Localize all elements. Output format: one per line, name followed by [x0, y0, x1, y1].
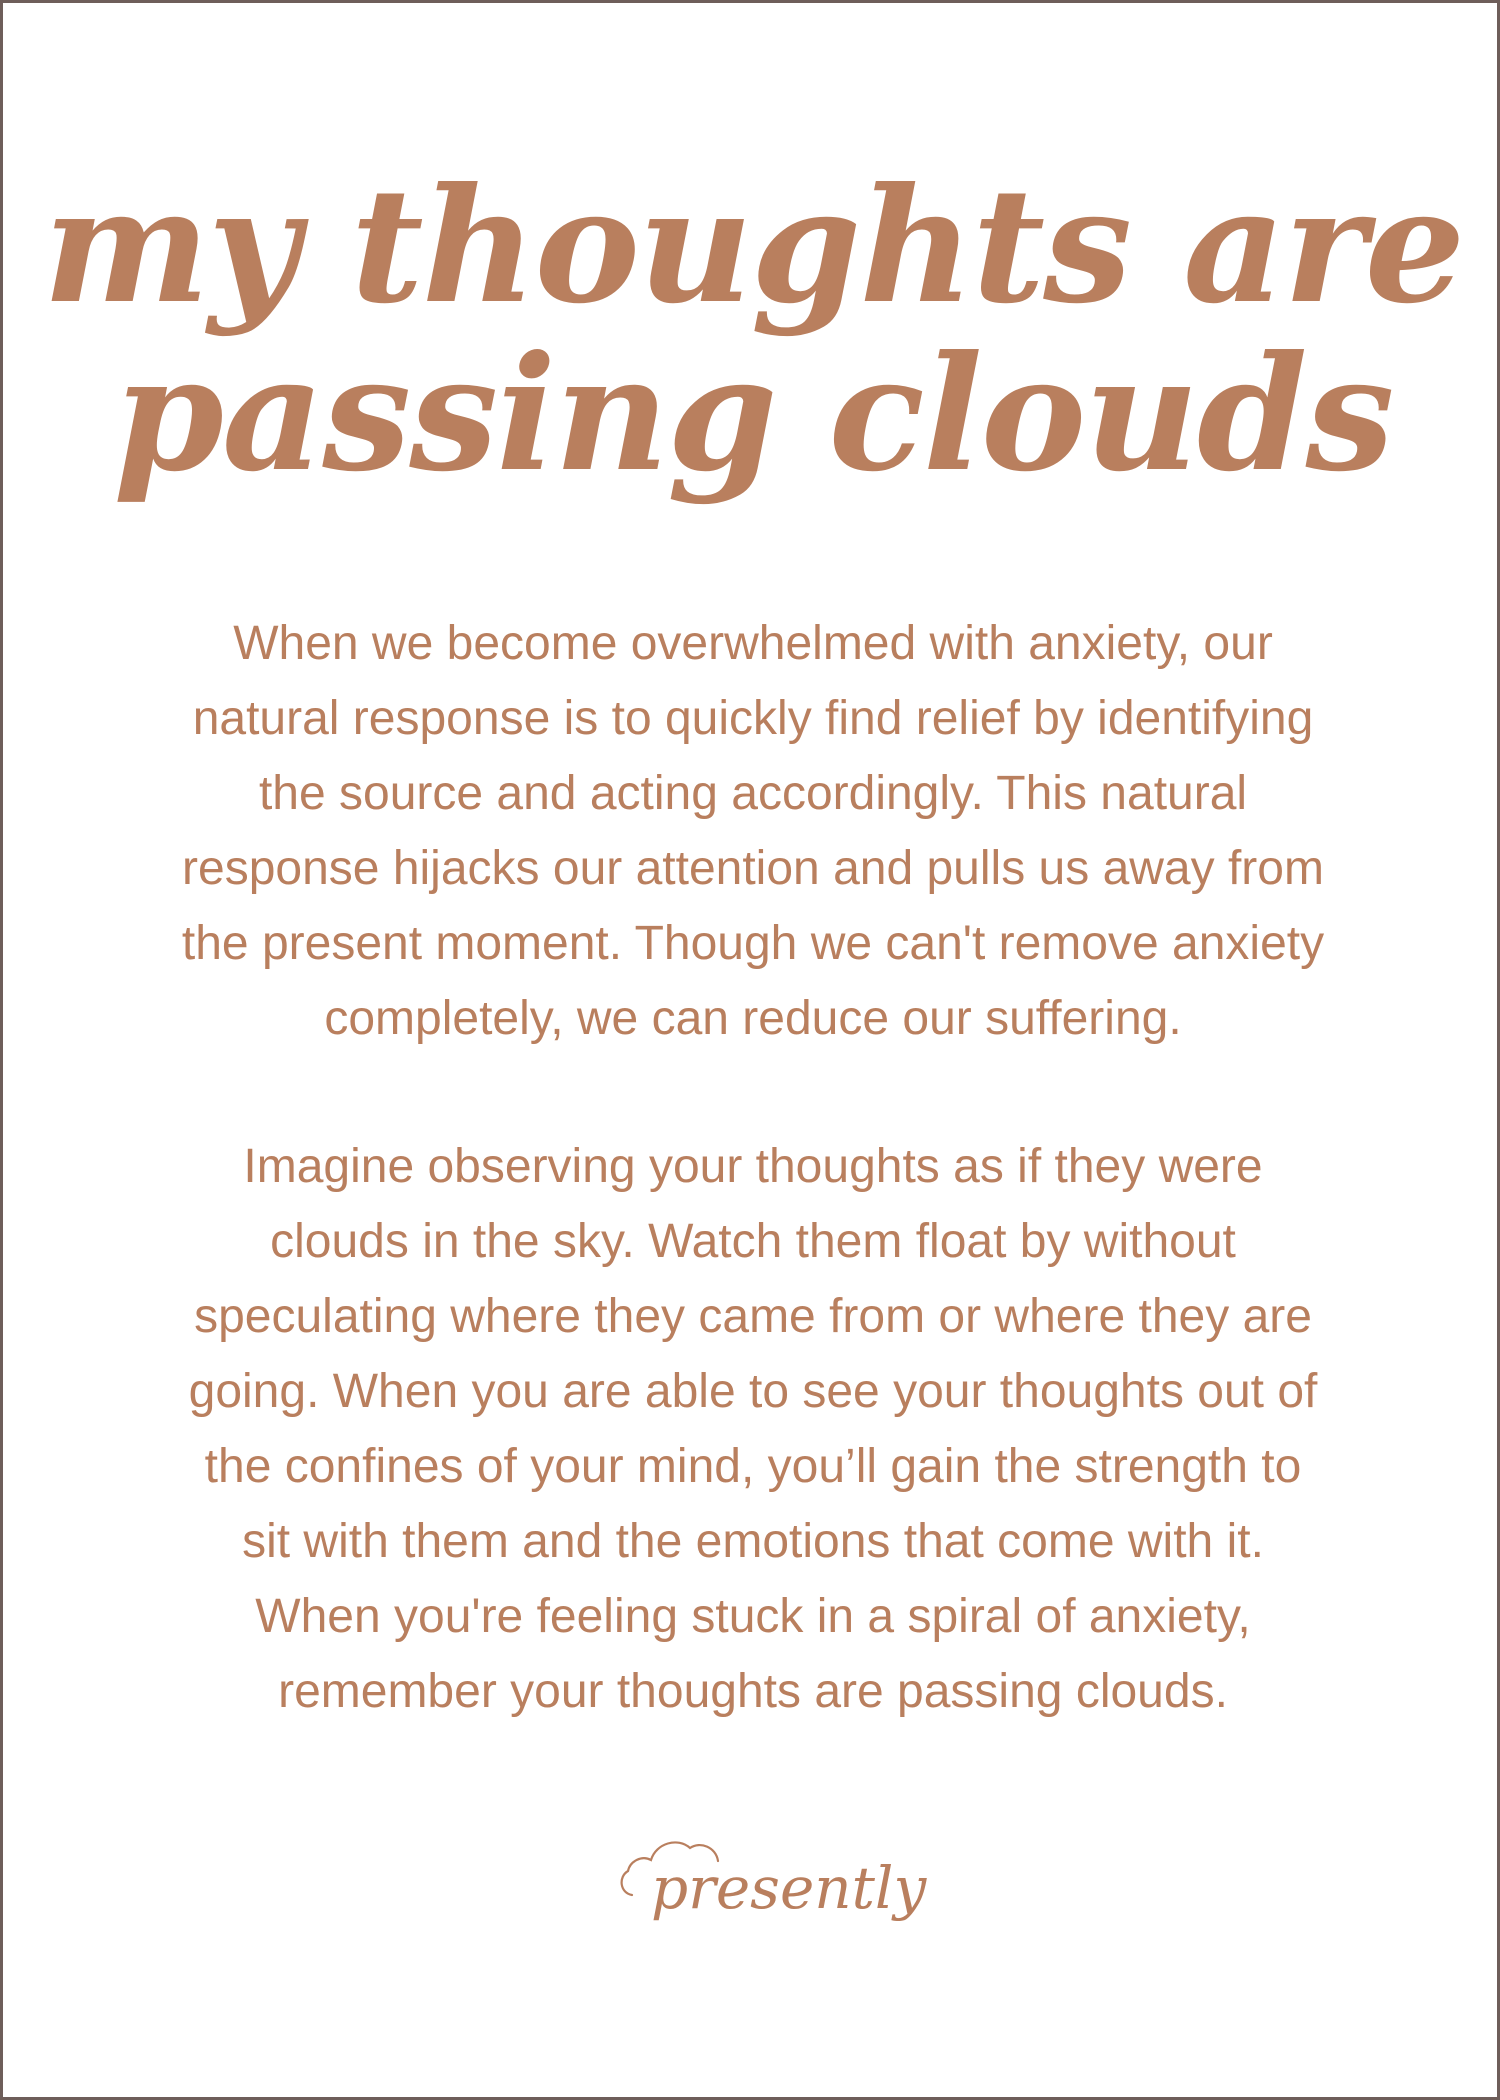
paragraph-line: completely, we can reduce our suffering. — [324, 992, 1182, 1045]
paragraph-line: When you're feeling stuck in a spiral of anxiety, — [255, 1590, 1251, 1643]
title-line-1: my thoughts are — [42, 154, 1464, 339]
title-line-2: passing clouds — [113, 322, 1393, 507]
paragraph-line: going. When you are able to see your thoughts out of — [188, 1365, 1318, 1418]
paragraph-line: Imagine observing your thoughts as if they were — [243, 1140, 1263, 1193]
paragraph-line: When we become overwhelmed with anxiety, our — [233, 617, 1273, 670]
paragraph-line: the source and acting accordingly. This natural — [258, 767, 1248, 820]
page-title — [3, 154, 1500, 507]
brand-logo — [618, 1821, 927, 1941]
paragraph-line: the confines of your mind, you’ll gain the strength to — [204, 1440, 1302, 1493]
brand-name: presently — [651, 1854, 927, 1922]
paragraph-line: natural response is to quickly find relief by identifying — [192, 692, 1314, 745]
intro-paragraph — [103, 606, 1403, 1056]
paragraph-line: the present moment. Though we can't remove anxiety — [181, 917, 1325, 970]
exercise-paragraph — [103, 1129, 1403, 1729]
paragraph-line: response hijacks our attention and pulls us away from — [182, 842, 1324, 895]
paragraph-line: speculating where they came from or where they are — [194, 1290, 1312, 1343]
paragraph-line: sit with them and the emotions that come with it. — [242, 1515, 1264, 1568]
paragraph-line: remember your thoughts are passing clouds. — [278, 1665, 1228, 1718]
paragraph-line: clouds in the sky. Watch them float by without — [270, 1215, 1236, 1268]
